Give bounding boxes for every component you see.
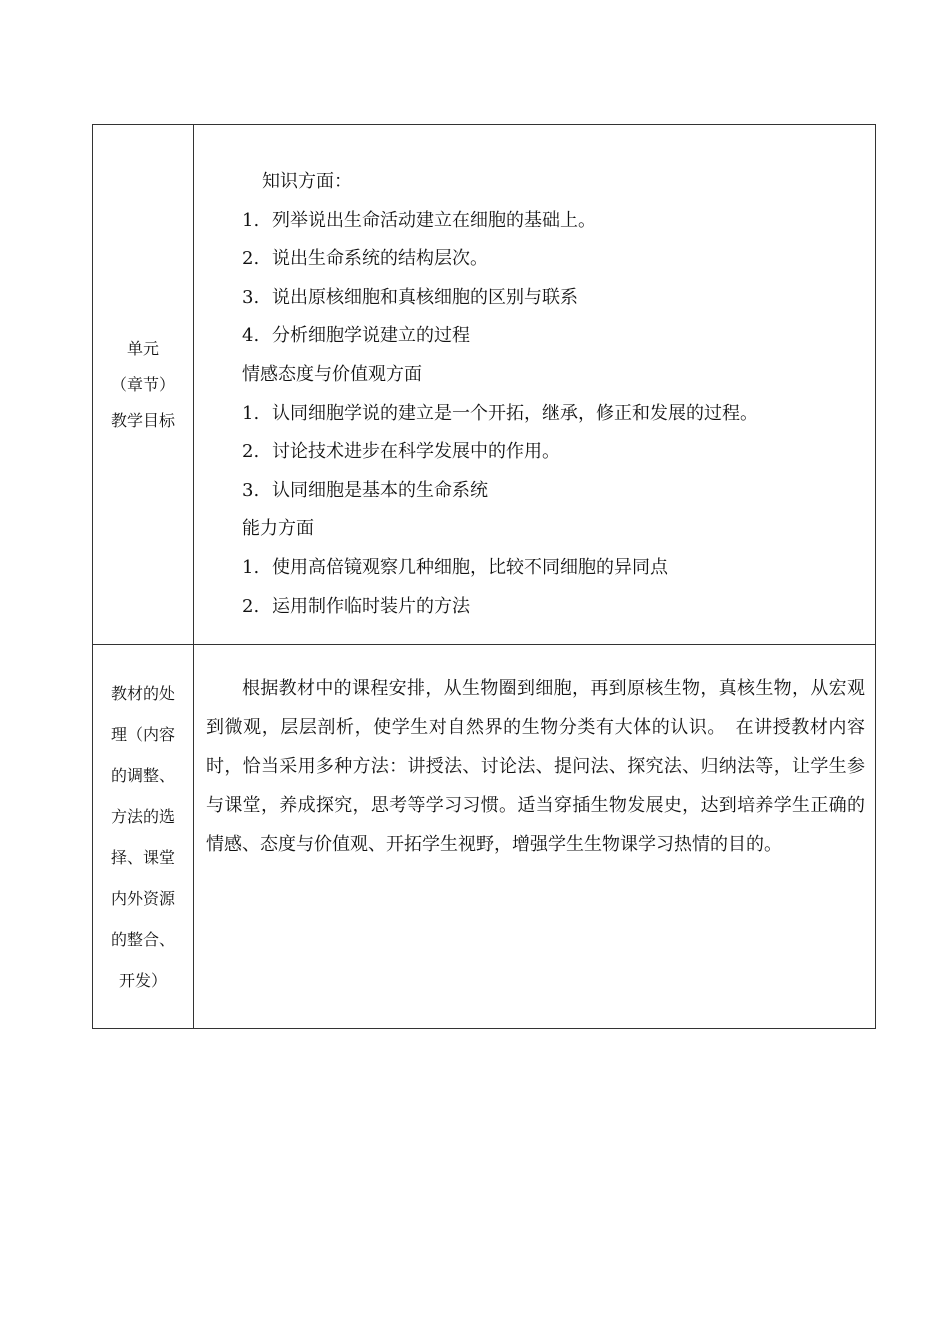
treatment-row: [93, 645, 876, 1029]
treatment-label-line: 开发）: [118, 970, 167, 990]
treatment-label-line: 教材的处: [110, 683, 175, 703]
list-item: [242, 317, 865, 356]
list-item: [242, 433, 865, 472]
treatment-label-cell: [93, 645, 194, 1029]
treatment-label-line: 的调整、: [110, 765, 175, 785]
item-number: 4.: [242, 325, 260, 347]
treatment-label-line: 理（内容: [110, 724, 175, 744]
objectives-label-line: 单元: [126, 338, 159, 358]
list-item: [242, 472, 865, 511]
treatment-content-cell: [194, 645, 876, 1029]
item-text: 分析细胞学说建立的过程: [272, 325, 470, 347]
item-number: 1.: [242, 402, 260, 424]
emotion-heading: 情感态度与价值观方面: [242, 363, 422, 385]
objectives-label-line: 教学目标: [110, 410, 175, 430]
list-item: [242, 240, 865, 279]
treatment-label-line: 内外资源: [110, 888, 175, 908]
item-number: 3.: [242, 479, 260, 501]
item-text: 认同细胞学说的建立是一个开拓，继承，修正和发展的过程。: [272, 402, 758, 424]
list-item: [242, 588, 865, 627]
item-text: 列举说出生命活动建立在细胞的基础上。: [272, 209, 596, 231]
item-text: 认同细胞是基本的生命系统: [272, 479, 488, 501]
item-text: 讨论技术进步在科学发展中的作用。: [272, 441, 560, 463]
list-item: [242, 279, 865, 318]
list-item: [242, 202, 865, 241]
item-number: 3.: [242, 286, 260, 308]
objectives-content-cell: [194, 125, 876, 645]
objectives-label-line: （章节）: [110, 374, 175, 394]
treatment-label-line: 择、课堂: [110, 847, 175, 867]
item-number: 2.: [242, 441, 260, 463]
item-number: 2.: [242, 248, 260, 270]
item-number: 2.: [242, 595, 260, 617]
objectives-row: [93, 125, 876, 645]
treatment-label-line: 的整合、: [110, 929, 175, 949]
treatment-label-line: 方法的选: [110, 806, 175, 826]
knowledge-heading: 知识方面：: [262, 171, 352, 192]
item-text: 使用高倍镜观察几种细胞，比较不同细胞的异同点: [272, 556, 668, 578]
ability-heading: 能力方面: [242, 518, 314, 540]
list-item: [242, 395, 865, 434]
item-text: 运用制作临时装片的方法: [272, 595, 470, 617]
list-item: [242, 549, 865, 588]
objectives-label-cell: [93, 125, 194, 645]
item-text: 说出原核细胞和真核细胞的区别与联系: [272, 286, 578, 308]
item-number: 1.: [242, 209, 260, 231]
teaching-plan-table: [92, 124, 876, 1029]
item-text: 说出生命系统的结构层次。: [272, 248, 488, 270]
treatment-paragraph: 根据教材中的课程安排，从生物圈到细胞，再到原核生物，真核生物，从宏观到微观，层层剖析，使学生对自然界的生物分类有大体的认识。 在讲授教材内容时，恰当采用多种方法：讲授法、讨论法、提问法、探究法、归纳法等，让学生参与课堂，养成探究，思考等学习习惯。适当穿插生物发展史，达到培养学生正确的情感、态度与价值观、开拓学生视野，增强学生生物课学习热情的目的。: [206, 678, 865, 856]
item-number: 1.: [242, 556, 260, 578]
